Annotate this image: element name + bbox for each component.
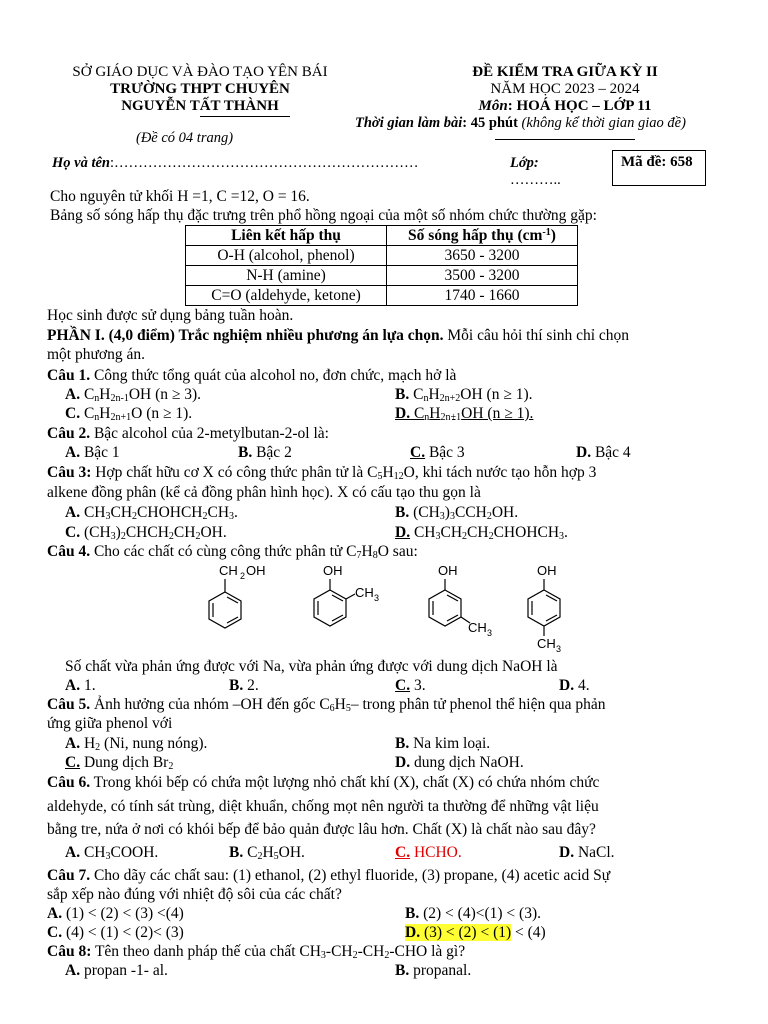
q6-line-2: aldehyde, có tính sát trùng, diệt khuẩn, chống mọt nên người ta thường để những vật liệu xyxy=(47,798,599,815)
subject-value: : HOÁ HỌC – LỚP 11 xyxy=(507,98,652,114)
q6-option-a[interactable]: A. $CH_3COOH$. xyxy=(65,844,159,862)
ir-table-intro: Bảng số sóng hấp thụ đặc trưng trên phổ hồng ngoại của một số nhóm chức thường gặp: xyxy=(50,207,597,224)
student-name-row xyxy=(52,154,419,173)
question-6 xyxy=(47,773,599,792)
q2-option-b[interactable] xyxy=(238,443,292,462)
option-text: dung dịch NaOH. xyxy=(413,754,524,771)
q6-option-c[interactable] xyxy=(395,843,462,862)
option-letter: A. xyxy=(47,905,63,922)
page-count-note: (Đề có 04 trang) xyxy=(136,130,234,146)
option-text: 2. xyxy=(247,677,259,694)
question-7 xyxy=(47,866,610,885)
question-2 xyxy=(47,424,329,443)
table-header-row xyxy=(186,226,578,246)
option-letter: A. xyxy=(65,504,81,521)
option-text: propan -1- al. xyxy=(83,962,168,979)
q3-option-a[interactable]: A. $CH_3CH_2CHOHCH_2CH_3$. xyxy=(65,504,238,522)
table-cell: C=O (aldehyde, ketone) xyxy=(186,286,387,306)
option-letter: D. xyxy=(395,524,411,541)
option-letter: A. xyxy=(65,735,81,752)
option-text: propanal. xyxy=(413,962,472,979)
q2-label: Câu 2. xyxy=(47,425,91,442)
option-letter: B. xyxy=(395,504,410,521)
option-text: < (4) xyxy=(511,924,546,941)
option-text: NaCl. xyxy=(577,844,615,861)
option-text: Bậc 3 xyxy=(428,444,465,461)
q7-line-1: Cho dãy các chất sau: (1) ethanol, (2) ethyl fluoride, (3) propane, (4) acetic acid Sự xyxy=(90,867,611,884)
mol-label: CH xyxy=(537,636,556,651)
option-letter: C. xyxy=(65,405,81,422)
q8-text: Tên theo danh pháp thế của chất CH xyxy=(91,943,321,960)
option-letter: D. xyxy=(559,677,575,694)
option-text: Dung dịch Br xyxy=(83,754,169,771)
q1-option-a[interactable]: A. $C_nH_{2n-1}OH$ (n ≥ 3). xyxy=(65,386,202,404)
q5-option-d[interactable] xyxy=(395,753,524,772)
question-5: Câu 5. Ảnh hưởng của nhóm –OH đến gốc $C_6H_5-$ trong phân tử phenol thể hiện qua phản xyxy=(47,696,606,714)
option-letter: B. xyxy=(395,962,410,979)
q3-option-b[interactable]: B. $(CH_3)_3CCH_2OH$. xyxy=(395,504,519,522)
q6-option-d[interactable] xyxy=(559,843,615,862)
q3-text-a: Hợp chất hữu cơ X có công thức phân tử là C xyxy=(91,464,378,481)
table-header-wavenumber xyxy=(387,226,578,246)
option-text: Bậc 1 xyxy=(83,444,120,461)
q7-option-b[interactable] xyxy=(405,904,541,923)
q1-option-d[interactable]: D. $C_nH_{2n+1}OH$ (n ≥ 1). xyxy=(395,405,534,423)
q2-option-a[interactable] xyxy=(65,443,120,462)
option-letter: B. xyxy=(238,444,253,461)
option-text: 3. xyxy=(413,677,426,694)
option-letter: D. xyxy=(576,444,592,461)
mol-label: CH xyxy=(355,585,374,600)
option-text: HCHO. xyxy=(410,844,462,861)
q2-text: Bậc alcohol của 2-metylbutan-2-ol là: xyxy=(90,425,329,442)
mol-label: OH xyxy=(438,563,458,578)
q3-option-c[interactable]: C. $(CH_3)_2CHCH_2CH_2OH$. xyxy=(65,524,227,542)
question-1 xyxy=(47,366,456,385)
question-8: Câu 8: Tên theo danh pháp thế của chất $CH_3-CH_2-CH_2$-CHO là gì? xyxy=(47,943,466,961)
mol-label: OH xyxy=(323,563,343,578)
option-letter: B. xyxy=(395,735,410,752)
time-label: Thời gian làm bài xyxy=(355,115,463,131)
option-text: Na kim loại. xyxy=(413,735,491,752)
school-name-1: TRƯỜNG THPT CHUYÊN xyxy=(110,81,290,97)
option-text-highlighted: (3) < (2) < (1) xyxy=(420,924,512,941)
time-value: : 45 phút xyxy=(462,115,518,131)
wavenumber-close: ) xyxy=(550,226,556,244)
option-letter: C. xyxy=(395,677,411,694)
q3-label: Câu 3: xyxy=(47,464,92,481)
option-letter: B. xyxy=(395,386,410,403)
q3-option-d[interactable]: D. $CH_3CH_2CH_2CHOHCH_3$. xyxy=(395,524,568,542)
option-letter: D. xyxy=(405,924,421,941)
q8-option-a[interactable] xyxy=(65,961,168,980)
option-text: (4) < (1) < (2)< (3) xyxy=(62,924,184,941)
question-3: Câu 3: Hợp chất hữu cơ X có công thức phân tử là $C_5H_{12}O$, khi tách nước tạo hỗn hợp 3 xyxy=(47,464,597,482)
q6-line-3: bằng tre, nứa ở nơi có khói bếp để bảo quản được lâu hơn. Chất (X) là chất nào sau đây? xyxy=(47,821,596,838)
table-row xyxy=(186,246,578,266)
q2-option-c[interactable] xyxy=(410,443,465,462)
mol-subscript: 3 xyxy=(374,593,380,603)
option-letter: C. xyxy=(47,924,63,941)
exam-title: ĐỀ KIỂM TRA GIỮA KỲ II xyxy=(472,64,658,80)
mol-label: CH xyxy=(468,620,487,635)
option-letter: C. xyxy=(410,444,426,461)
option-text: Bậc 2 xyxy=(256,444,292,461)
table-cell: 3650 - 3200 xyxy=(387,246,578,266)
q6-option-b[interactable]: B. $C_2H_5OH$. xyxy=(229,844,305,862)
option-letter: D. xyxy=(559,844,575,861)
table-row xyxy=(186,286,578,306)
q4-label: Câu 4. xyxy=(47,543,91,560)
time-line xyxy=(355,114,686,133)
subject-label: Môn xyxy=(478,98,508,114)
department-name: SỞ GIÁO DỤC VÀ ĐÀO TẠO YÊN BÁI xyxy=(72,64,328,80)
mol-subscript: 3 xyxy=(487,628,493,638)
q5-option-b[interactable] xyxy=(395,734,490,753)
q4-option-c[interactable] xyxy=(395,676,426,695)
option-letter: C. xyxy=(395,844,411,861)
q8-label: Câu 8: xyxy=(47,943,92,960)
school-year: NĂM HỌC 2023 – 2024 xyxy=(490,81,640,97)
q6-label: Câu 6. xyxy=(47,774,91,791)
q1-option-b[interactable]: B. $C_nH_{2n+2}OH$ (n ≥ 1). xyxy=(395,386,533,404)
option-letter: C. xyxy=(65,524,81,541)
option-text: COOH. xyxy=(110,844,159,861)
option-text: (Ni, nung nóng). xyxy=(100,735,208,752)
option-text: Bậc 4 xyxy=(594,444,631,461)
q4-option-a[interactable] xyxy=(65,676,96,695)
table-row xyxy=(186,266,578,286)
q7-option-a[interactable] xyxy=(47,904,184,923)
q1-option-c[interactable]: C. $C_nH_{2n+1}O$ (n ≥ 1). xyxy=(65,405,193,423)
q6-line-1: Trong khói bếp có chứa một lượng nhỏ chất khí (X), chất (X) có chứa nhóm chức xyxy=(90,774,600,791)
benzyl-alcohol-structure xyxy=(195,562,267,640)
q4-option-b[interactable] xyxy=(229,676,259,695)
name-dots: :……………………………………………………… xyxy=(110,155,419,171)
mol-subscript: 2 xyxy=(240,571,246,581)
time-note: (không kể thời gian giao đề) xyxy=(517,115,686,131)
q5-option-c[interactable]: C. Dung dịch $Br_2$ xyxy=(65,754,174,772)
option-text: 1. xyxy=(83,677,96,694)
option-text: (1) < (2) < (3) <(4) xyxy=(62,905,184,922)
ir-absorption-table xyxy=(185,225,578,306)
option-letter: A. xyxy=(65,962,81,979)
p-cresol-structure xyxy=(515,562,575,654)
q1-text: Công thức tổng quát của alcohol no, đơn chức, mạch hở là xyxy=(90,367,457,384)
periodic-table-note: Học sinh được sử dụng bảng tuần hoàn. xyxy=(47,307,294,324)
q5-text-2: – trong phân tử phenol thể hiện qua phản xyxy=(350,696,606,713)
q4-question: Số chất vừa phản ứng được với Na, vừa phản ứng được với dung dịch NaOH là xyxy=(65,658,558,675)
q3-line-2: alkene đồng phân (kể cả đồng phân hình học). X có cấu tạo thu gọn là xyxy=(47,484,481,501)
part1-title: PHẦN I. (4,0 điểm) Trắc nghiệm nhiều phương án lựa chọn. xyxy=(47,327,444,344)
mol-subscript: 3 xyxy=(556,644,562,654)
q2-option-d[interactable] xyxy=(576,443,631,462)
option-letter: A. xyxy=(65,844,81,861)
part1-desc-2: một phương án. xyxy=(47,346,145,363)
q7-label: Câu 7. xyxy=(47,867,91,884)
exam-code-box xyxy=(612,150,706,186)
question-4: Câu 4. Cho các chất có cùng công thức phân tử $C_7H_8O$ sau: xyxy=(47,543,418,561)
q4-text: Cho các chất có cùng công thức phân tử C xyxy=(90,543,357,560)
q7-option-c[interactable] xyxy=(47,923,184,942)
m-cresol-structure xyxy=(420,562,500,640)
o-cresol-structure xyxy=(300,562,380,640)
q5-text: Ảnh hưởng của nhóm –OH đến gốc C xyxy=(90,696,330,713)
q5-option-a[interactable]: A. $H_2$ (Ni, nung nóng). xyxy=(65,735,208,753)
q7-option-d[interactable] xyxy=(405,923,546,942)
q5-line-2: ứng giữa phenol với xyxy=(47,715,173,732)
table-cell: 1740 - 1660 xyxy=(387,286,578,306)
table-cell: O-H (alcohol, phenol) xyxy=(186,246,387,266)
mol-label: OH xyxy=(246,563,266,578)
option-letter: B. xyxy=(229,677,244,694)
table-cell: N-H (amine) xyxy=(186,266,387,286)
option-letter: B. xyxy=(405,905,420,922)
q7-line-2: sắp xếp nào đúng với nhiệt độ sôi của các chất? xyxy=(47,886,342,903)
mol-label: OH xyxy=(537,563,557,578)
unit-exponent: -1 xyxy=(542,226,551,238)
option-letter: D. xyxy=(395,405,411,422)
wavenumber-label: Số sóng hấp thụ (cm xyxy=(408,226,543,244)
q3-text-b: O, khi tách nước tạo hỗn hợp 3 xyxy=(403,464,597,481)
q4-option-d[interactable] xyxy=(559,676,590,695)
option-text: 4. xyxy=(577,677,590,694)
q1-label: Câu 1. xyxy=(47,367,91,384)
name-label: Họ và tên xyxy=(52,155,110,171)
option-letter: C. xyxy=(65,754,81,771)
table-cell: 3500 - 3200 xyxy=(387,266,578,286)
table-header-bond: Liên kết hấp thụ xyxy=(186,226,387,246)
option-text: OH. xyxy=(278,844,305,861)
option-letter: A. xyxy=(65,386,81,403)
part1-heading xyxy=(47,326,629,345)
atomic-mass-note: Cho nguyên tử khối H =1, C =12, O = 16. xyxy=(50,188,310,205)
option-letter: B. xyxy=(229,844,244,861)
option-letter: A. xyxy=(65,444,81,461)
exam-code: Mã đề: 658 xyxy=(621,154,693,170)
class-label: Lớp: xyxy=(510,155,539,171)
header-underline xyxy=(200,116,290,117)
option-letter: D. xyxy=(395,754,411,771)
part1-desc: Mỗi câu hỏi thí sinh chỉ chọn xyxy=(443,327,630,344)
q8-option-b[interactable] xyxy=(395,961,471,980)
class-dots: ……….. xyxy=(510,172,561,188)
header-underline-right xyxy=(495,139,635,140)
school-name-2: NGUYỄN TẤT THÀNH xyxy=(121,98,279,114)
option-letter: A. xyxy=(65,677,81,694)
q5-label: Câu 5. xyxy=(47,696,91,713)
mol-label: CH xyxy=(219,563,238,578)
option-text: (2) < (4)<(1) < (3). xyxy=(419,905,541,922)
